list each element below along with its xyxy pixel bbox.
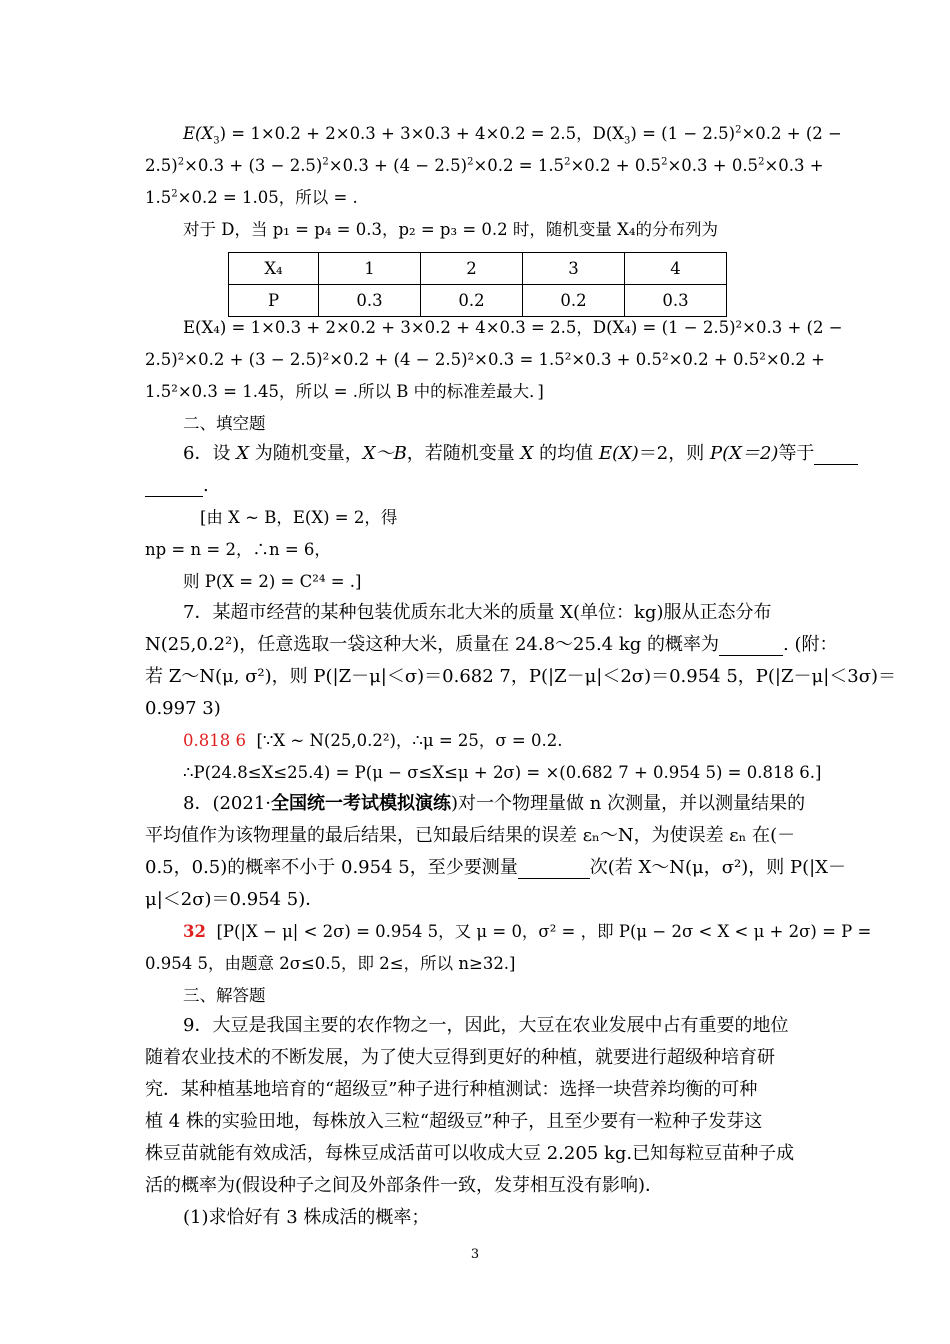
table-cell: 2 <box>421 253 523 285</box>
question-7-solution-1: 0.818 6 [∵X ~ N(25,0.2²)，∴μ = 25，σ = 0.2. <box>183 731 563 750</box>
table-cell: 0.3 <box>319 285 421 317</box>
question-9-line-3: 究．某种植基地培育的“超级豆”种子进行种植测试：选择一块营养均衡的可种 <box>145 1079 758 1100</box>
question-9-part-1: (1)求恰好有 3 株成活的概率； <box>183 1207 430 1228</box>
table-row <box>229 253 727 285</box>
question-9-line-5: 株豆苗就能有效成活，每株豆成活苗可以收成大豆 2.205 kg.已知每粒豆苗种子成 <box>145 1143 795 1164</box>
question-9-line-6: 活的概率为(假设种子之间及外部条件一致，发芽相互没有影响)． <box>145 1175 664 1196</box>
question-8-line-2: 平均值作为该物理量的最后结果，已知最后结果的误差 εₙ～N，为使误差 εₙ 在(－ <box>145 825 796 846</box>
question-8-answer: 32 <box>183 922 206 941</box>
page-number: 3 <box>470 1247 480 1262</box>
var-x3-line-1: $E(X_3) = 1\times 0.2 + 2\times 0.3 + 3\times 0.3 + 4\times 0.2 = 2.5$，$D(X_3) = (1 - 2.5)^2\times 0.2 + (2$ − <box>183 124 842 147</box>
question-6-solution-3: 则 P(X = 2) = C²⁴ = .] <box>183 572 362 591</box>
question-9-line-4: 植 4 株的实验田地，每株放入三粒“超级豆”种子，且至少要有一粒种子发芽这 <box>145 1111 763 1132</box>
distribution-table <box>228 252 727 317</box>
exam-source: 全国统一考试模拟演练 <box>271 793 452 814</box>
question-7-line-3: 若 Z～N(μ, σ²)，则 P(|Z－μ|＜σ)＝0.682 7，P(|Z－μ|＜2σ)＝0.954 5，P(|Z－μ|＜3σ)＝ <box>145 666 897 687</box>
table-cell: 3 <box>523 253 625 285</box>
var-x3-line-2: $2.5)^2\times 0.3 + (3 - 2.5)^2\times 0.3 + (4 - 2.5)^2\times 0.2 = 1.5^2\times 0.2 + 0.5^2\times 0.3 + 0.5^2\times 0.3$ + <box>145 156 824 175</box>
table-cell: 0.3 <box>625 285 727 317</box>
table-cell: 0.2 <box>421 285 523 317</box>
table-cell: 1 <box>319 253 421 285</box>
table-cell: P <box>229 285 319 317</box>
var-x4-line-1: E(X₄) = 1×0.3 + 2×0.2 + 3×0.2 + 4×0.3 = 2.5，D(X₄) = (1 − 2.5)²×0.3 + (2 − <box>183 318 843 337</box>
question-7-solution-2: ∴P(24.8≤X≤25.4) = P(μ − σ≤X≤μ + 2σ) = ×(0.682 7 + 0.954 5) = 0.818 6.] <box>183 763 822 782</box>
var-x4-line-3: 1.5²×0.3 = 1.45，所以 = .所以 B 中的标准差最大．] <box>145 382 544 401</box>
section-heading-solutions: 三、解答题 <box>183 986 266 1005</box>
question-7-line-4: 0.997 3) <box>145 698 221 719</box>
question-6-stem: 6．设 X 为随机变量，X～B，若随机变量 X 的均值 E(X)＝2，则 P(X＝2)等于 <box>183 444 858 465</box>
question-8-solution-1: 32 [P(|X − μ| < 2σ) = 0.954 5，又 μ = 0，σ² = ，即 P(μ − 2σ < X < μ + 2σ) = P = <box>183 922 872 941</box>
question-7-answer: 0.818 6 <box>183 731 246 750</box>
table-row <box>229 285 727 317</box>
question-8-line-1: 8．(2021·全国统一考试模拟演练)对一个物理量做 n 次测量，并以测量结果的 <box>183 793 806 814</box>
table-cell: 4 <box>625 253 727 285</box>
question-8-line-4: μ|＜2σ)＝0.954 5)． <box>145 889 324 910</box>
question-9-line-1: 9．大豆是我国主要的农作物之一，因此，大豆在农业发展中占有重要的地位 <box>183 1015 789 1036</box>
option-d-intro: 对于 D，当 p₁ = p₄ = 0.3，p₂ = p₃ = 0.2 时，随机变量 X₄的分布列为 <box>183 220 719 239</box>
question-8-solution-2: 0.954 5，由题意 2σ≤0.5，即 2≤，所以 n≥32.] <box>145 954 516 973</box>
question-7-line-2: N(25,0.2²)，任意选取一袋这种大米，质量在 24.8～25.4 kg 的概率为 . (附： <box>145 634 838 655</box>
table-cell: 0.2 <box>523 285 625 317</box>
question-6-solution-1: [由 X ~ B，E(X) = 2，得 <box>200 508 398 527</box>
answer-blank <box>518 858 590 879</box>
var-x3-line-3: $1.5^2\times 0.2 = 1.05$，所以 = . <box>145 188 358 207</box>
answer-blank <box>719 635 783 656</box>
answer-blank <box>145 476 203 497</box>
question-9-line-2: 随着农业技术的不断发展，为了使大豆得到更好的种植，就要进行超级种培育研 <box>145 1047 775 1068</box>
var-x4-line-2: 2.5)²×0.2 + (3 − 2.5)²×0.2 + (4 − 2.5)²×0.3 = 1.5²×0.3 + 0.5²×0.2 + 0.5²×0.2 + <box>145 350 825 369</box>
question-8-line-3: 0.5，0.5)的概率不小于 0.954 5，至少要测量 次(若 X～N(μ，σ²)，则 P(|X－ <box>145 857 846 878</box>
answer-blank <box>814 444 858 465</box>
question-6-blank-line: . <box>145 476 209 497</box>
section-heading-fill-in: 二、填空题 <box>183 414 266 433</box>
question-6-solution-2: np = n = 2，∴n = 6， <box>145 540 331 559</box>
table-cell: X₄ <box>229 253 319 285</box>
question-7-line-1: 7．某超市经营的某种包装优质东北大米的质量 X(单位：kg)服从正态分布 <box>183 602 772 623</box>
